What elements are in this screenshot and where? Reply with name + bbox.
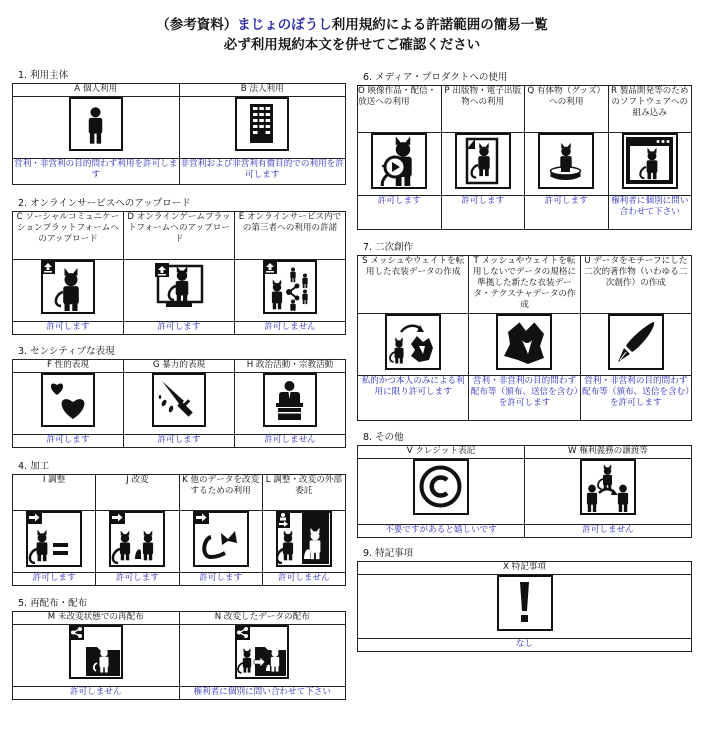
upload-social-icon <box>41 260 95 314</box>
item-header-i: I 調整 <box>13 475 96 511</box>
section-processing <box>12 461 346 586</box>
item-header-j: J 改変 <box>96 475 179 511</box>
item-status-g: 許可します <box>124 435 235 448</box>
item-header-v: V クレジット表記 <box>358 446 525 459</box>
section-label: 9. 特記事項 <box>363 548 414 559</box>
item-status-n: 権利者に個別に問い合わせて下さい <box>179 687 346 700</box>
item-header-f: F 性的表現 <box>13 360 124 373</box>
item-header-e: E オンラインサービス内での第三者への利用の許諾 <box>235 212 346 260</box>
item-header-d: D オンラインゲームプラットフォームへのアップロード <box>124 212 235 260</box>
section-label: 4. 加工 <box>18 461 50 472</box>
item-status-i: 許可します <box>13 573 96 586</box>
section-label: 5. 再配布・配布 <box>18 598 88 609</box>
upload-game-icon <box>152 260 206 314</box>
item-header-x: X 特記事項 <box>358 562 692 575</box>
section-label: 1. 利用主体 <box>18 70 69 81</box>
section-label: 6. メディア・プロダクトへの使用 <box>363 72 508 83</box>
item-header-o: O 映像作品・配信・放送への利用 <box>358 86 442 133</box>
item-status-j: 許可します <box>96 573 179 586</box>
reuse-parts-icon <box>193 511 249 567</box>
section-redistribution <box>12 598 346 700</box>
pen-nib-icon <box>608 314 664 370</box>
item-status-d: 許可します <box>124 322 235 335</box>
item-status-h: 許可しません <box>235 435 346 448</box>
item-header-u: U データをモチーフにした二次的著作物（いわゆる二次創作）の作成 <box>580 256 691 314</box>
item-header-b: B 法人利用 <box>179 84 346 97</box>
item-status-p: 許可します <box>441 196 525 230</box>
item-status-f: 許可します <box>13 435 124 448</box>
item-header-w: W 権利義務の譲渡等 <box>525 446 692 459</box>
item-status-c: 許可します <box>13 322 124 335</box>
hearts-icon <box>41 373 95 427</box>
section-label: 8. その他 <box>363 432 404 443</box>
video-icon <box>371 133 427 189</box>
section-label: 3. センシティブな表現 <box>18 346 115 357</box>
item-header-t: T メッシュやウェイトを転用しないでデータの規格に準拠した新たな衣装データ・テクスチャデータの作成 <box>469 256 580 314</box>
item-header-h: H 政治活動・宗教活動 <box>235 360 346 373</box>
item-header-k: K 他のデータを改変するための利用 <box>179 475 262 511</box>
item-status-v: 不要ですがあると嬉しいです <box>358 525 525 538</box>
item-status-u: 営利・非営利の目的問わず配布等（頒布、送信を含む）を許可します <box>580 376 691 421</box>
costume-icon <box>496 314 552 370</box>
item-header-s: S メッシュやウェイトを転用した衣装データの作成 <box>358 256 469 314</box>
item-status-k: 許可します <box>179 573 262 586</box>
figure-goods-icon <box>538 133 594 189</box>
adjust-icon <box>26 511 82 567</box>
section-online-upload <box>12 198 346 335</box>
item-header-r: R 製品開発等のためのソフトウェアへの組み込み <box>608 86 692 133</box>
item-status-a: 営利・非営利の目的問わず利用を許可します <box>13 159 180 185</box>
podium-icon <box>263 373 317 427</box>
section-special-notes <box>357 548 692 652</box>
item-status-x: なし <box>358 639 692 652</box>
costume-convert-icon <box>385 314 441 370</box>
section-derivative-works <box>357 242 692 421</box>
exclamation-icon <box>497 575 553 631</box>
copyright-icon <box>413 459 469 515</box>
item-header-c: C ソーシャルコミュニケーションプラットフォームへのアップロード <box>13 212 124 260</box>
modify-icon <box>109 511 165 567</box>
item-status-t: 営利・非営利の目的問わず配布等（頒布、送信を含む）を許可します <box>469 376 580 421</box>
item-header-m: M 未改変状態での再配布 <box>13 612 180 625</box>
transfer-rights-icon <box>580 459 636 515</box>
section-media-products <box>357 72 692 230</box>
distribute-modified-icon <box>235 625 289 679</box>
knife-icon <box>152 373 206 427</box>
item-header-l: L 調整・改変の外部委託 <box>262 475 345 511</box>
item-status-b: 非営利および非営利有償目的での利用を許可します <box>179 159 346 185</box>
section-usage-subject <box>12 70 346 185</box>
software-icon <box>622 133 678 189</box>
item-header-p: P 出版物・電子出版物への利用 <box>441 86 525 133</box>
section-other <box>357 432 692 538</box>
title-suffix: 利用規約による許諾範囲の簡易一覧 <box>331 17 548 33</box>
upload-share-icon <box>263 260 317 314</box>
brand-name: まじょのぼうし <box>237 17 332 33</box>
title-prefix: （参考資料） <box>156 17 238 33</box>
item-status-l: 許可しません <box>262 573 345 586</box>
item-status-r: 権利者に個別に問い合わせて下さい <box>608 196 692 230</box>
section-sensitive-expression <box>12 346 346 448</box>
publication-icon <box>455 133 511 189</box>
building-icon <box>235 97 289 151</box>
item-status-w: 許可しません <box>525 525 692 538</box>
item-status-e: 許可しません <box>235 322 346 335</box>
item-status-q: 許可します <box>525 196 609 230</box>
page-subtitle: 必ず利用規約本文を併せてご確認ください <box>223 37 481 53</box>
item-header-g: G 暴力的表現 <box>124 360 235 373</box>
item-header-q: Q 有体物（グッズ）への利用 <box>525 86 609 133</box>
item-status-s: 私的かつ本人のみによる利用に限り許可します <box>358 376 469 421</box>
item-header-n: N 改変したデータの配布 <box>179 612 346 625</box>
page-title <box>0 13 704 33</box>
outsource-icon <box>276 511 332 567</box>
section-label: 7. 二次創作 <box>363 242 414 253</box>
section-label: 2. オンラインサービスへのアップロード <box>18 198 191 209</box>
person-icon <box>69 97 123 151</box>
redistribute-icon <box>69 625 123 679</box>
item-status-o: 許可します <box>358 196 442 230</box>
item-header-a: A 個人利用 <box>13 84 180 97</box>
item-status-m: 許可しません <box>13 687 180 700</box>
